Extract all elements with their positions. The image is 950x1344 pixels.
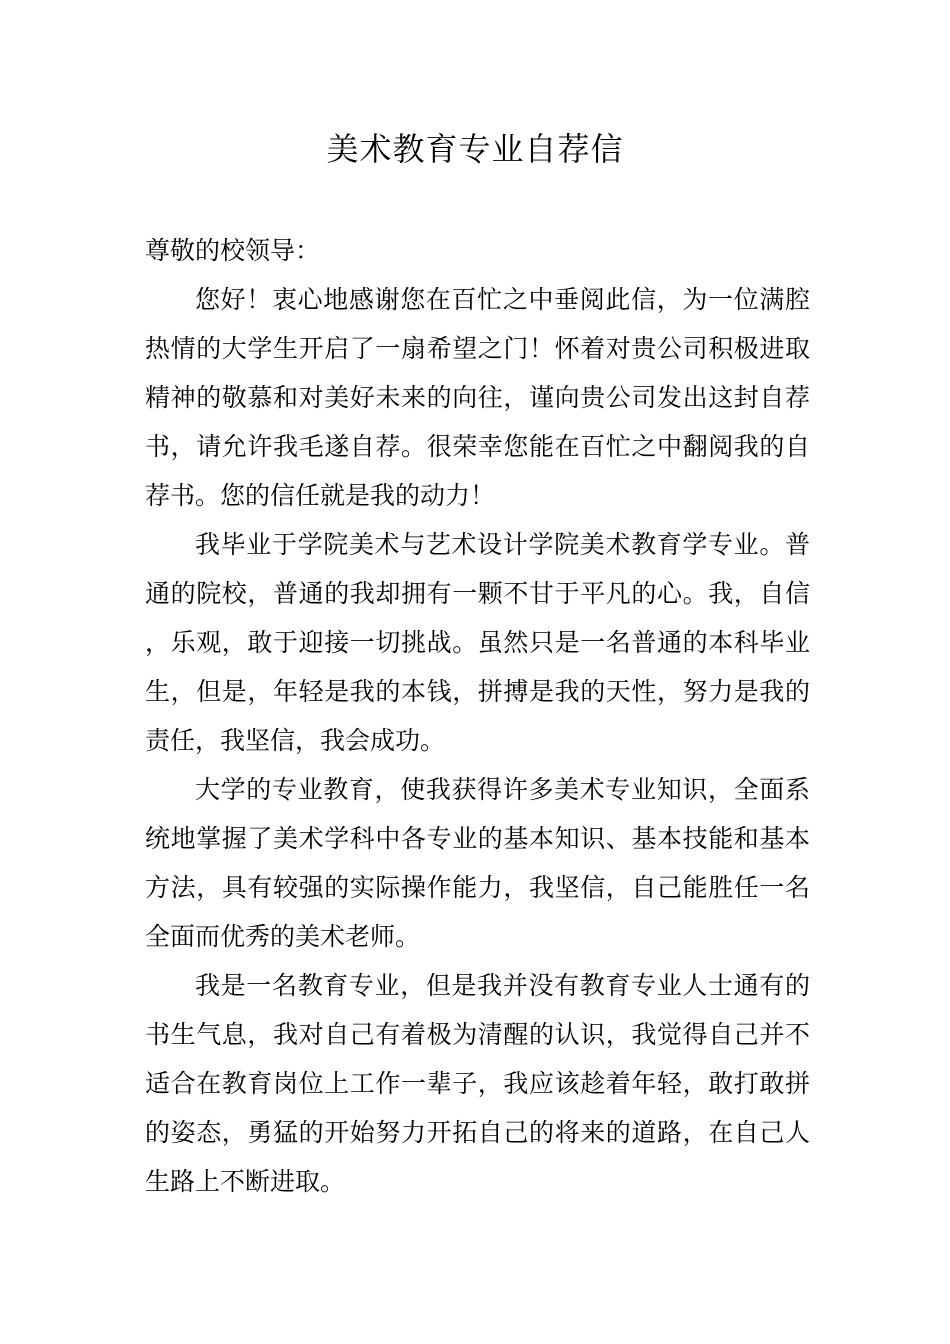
paragraph-education: 大学的专业教育，使我获得许多美术专业知识，全面系统地掌握了美术学科中各专业的基本知识、基本技能和基本方法，具有较强的实际操作能力，我坚信，自己能胜任一名全面而优秀的美术老师。 [145,775,810,951]
paragraph-greeting: 您好！衷心地感谢您在百忙之中垂阅此信，为一位满腔热情的大学生开启了一扇希望之门！怀着对贵公司积极进取精神的敬慕和对美好未来的向往，谨向贵公司发出这封自荐书，请允许我毛遂自荐。很荣幸您能在百忙之中翻阅我的自荐书。您的信任就是我的动力！ [145,285,810,510]
paragraph-aspiration: 我是一名教育专业，但是我并没有教育专业人士通有的书生气息，我对自己有着极为清醒的认识，我觉得自己并不适合在教育岗位上工作一辈子，我应该趁着年轻，敢打敢拼的姿态，勇猛的开始努力开拓自己的将来的道路，在自己人生路上不断进取。 [145,971,810,1196]
letter-body [145,226,810,1206]
document-title: 美术教育专业自荐信 [326,130,624,168]
salutation: 尊敬的校领导： [145,236,321,265]
paragraph-background: 我毕业于学院美术与艺术设计学院美术教育学专业。普通的院校，普通的我却拥有一颗不甘于平凡的心。我，自信，乐观，敢于迎接一切挑战。虽然只是一名普通的本科毕业生，但是，年轻是我的本钱，拼搏是我的天性，努力是我的责任，我坚信，我会成功。 [145,530,810,755]
